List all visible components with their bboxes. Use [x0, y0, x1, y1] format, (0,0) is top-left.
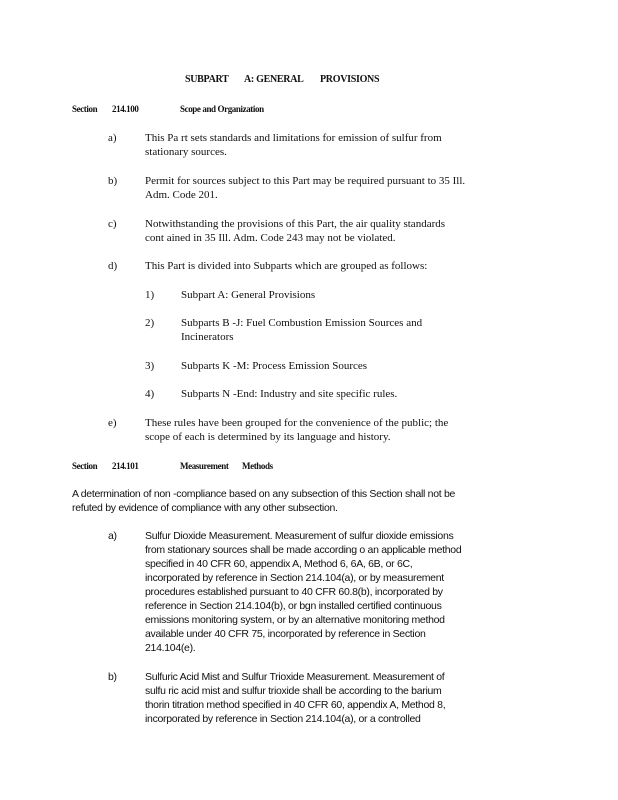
item-c-label: c)	[108, 218, 117, 230]
item-b-label: b)	[108, 175, 118, 187]
subitem-4-label: 4)	[145, 388, 155, 400]
subitem-2-line-2: Incinerators	[181, 331, 234, 343]
measure-b-line-2: sulfu ric acid mist and sulfur trioxide shall be according to the barium	[145, 685, 442, 697]
item-a-line-2: stationary sources.	[145, 146, 227, 158]
subpart-title-word: SUBPART	[185, 74, 229, 85]
subitem-2-line-1: Subparts B -J: Fuel Combustion Emission Sources and	[181, 317, 423, 329]
measure-a-line-6: reference in Section 214.104(b), or bgn installed certified continuous	[145, 600, 442, 612]
section-101-title-2: Methods	[242, 461, 273, 471]
subpart-title-letter: A: GENERAL	[244, 74, 304, 85]
section-100-code: 214.100	[112, 104, 139, 114]
item-c-line-1: Notwithstanding the provisions of this Part, the air quality standards	[145, 218, 446, 230]
item-d-label: d)	[108, 260, 118, 272]
measure-a-line-9: 214.104(e).	[145, 642, 196, 654]
section-100-title: Scope and Organization	[180, 104, 264, 114]
measure-a-label: a)	[108, 530, 117, 542]
measure-a-line-5: procedures established pursuant to 40 CFR 60.8(b), incorporated by	[145, 586, 443, 598]
measure-a-line-1: Sulfur Dioxide Measurement. Measurement of sulfur dioxide emissions	[145, 530, 454, 542]
section-101-label: Section	[72, 461, 98, 471]
measure-a-line-4: incorporated by reference in Section 214.104(a), or by measurement	[145, 572, 444, 584]
subitem-3-label: 3)	[145, 360, 155, 372]
subitem-1-label: 1)	[145, 289, 155, 301]
subitem-2-label: 2)	[145, 317, 155, 329]
subpart-title-provisions: PROVISIONS	[320, 74, 380, 85]
subitem-4-text: Subparts N -End: Industry and site specific rules.	[181, 388, 398, 400]
item-b-line-1: Permit for sources subject to this Part may be required pursuant to 35 Ill.	[145, 175, 466, 187]
section-101-intro-line-2: refuted by evidence of compliance with any other subsection.	[72, 502, 338, 514]
measure-b-line-1: Sulfuric Acid Mist and Sulfur Trioxide Measurement. Measurement of	[145, 671, 445, 683]
subitem-3-text: Subparts K -M: Process Emission Sources	[181, 360, 368, 372]
measure-b-line-4: incorporated by reference in Section 214.104(a), or a controlled	[145, 713, 421, 725]
measure-b-line-3: thorin titration method specified in 40 CFR 60, appendix A, Method 8,	[145, 699, 446, 711]
item-a-label: a)	[108, 132, 117, 144]
section-101-intro-line-1: A determination of non -compliance based on any subsection of this Section shall not be	[72, 488, 456, 500]
measure-a-line-3: specified in 40 CFR 60, appendix A, Method 6, 6A, 6B, or 6C,	[145, 558, 413, 570]
item-a-line-1: This Pa rt sets standards and limitations for emission of sulfur from	[145, 132, 442, 144]
item-b-line-2: Adm. Code 201.	[145, 189, 218, 201]
measure-a-line-8: available under 40 CFR 75, incorporated by reference in Section	[145, 628, 426, 640]
section-101-title-1: Measurement	[180, 461, 229, 471]
item-c-line-2: cont ained in 35 Ill. Adm. Code 243 may not be violated.	[145, 232, 396, 244]
item-d-line-1: This Part is divided into Subparts which are grouped as follows:	[145, 260, 428, 272]
subitem-1-text: Subpart A: General Provisions	[181, 289, 316, 301]
section-100-label: Section	[72, 104, 98, 114]
measure-b-label: b)	[108, 671, 117, 683]
measure-a-line-7: emissions monitoring system, or by an alternative monitoring method	[145, 614, 445, 626]
measure-a-line-2: from stationary sources shall be made according o an applicable method	[145, 544, 462, 556]
section-101-code: 214.101	[112, 461, 139, 471]
item-e-line-1: These rules have been grouped for the convenience of the public; the	[145, 417, 449, 429]
item-e-line-2: scope of each is determined by its language and history.	[145, 431, 391, 443]
item-e-label: e)	[108, 417, 117, 429]
